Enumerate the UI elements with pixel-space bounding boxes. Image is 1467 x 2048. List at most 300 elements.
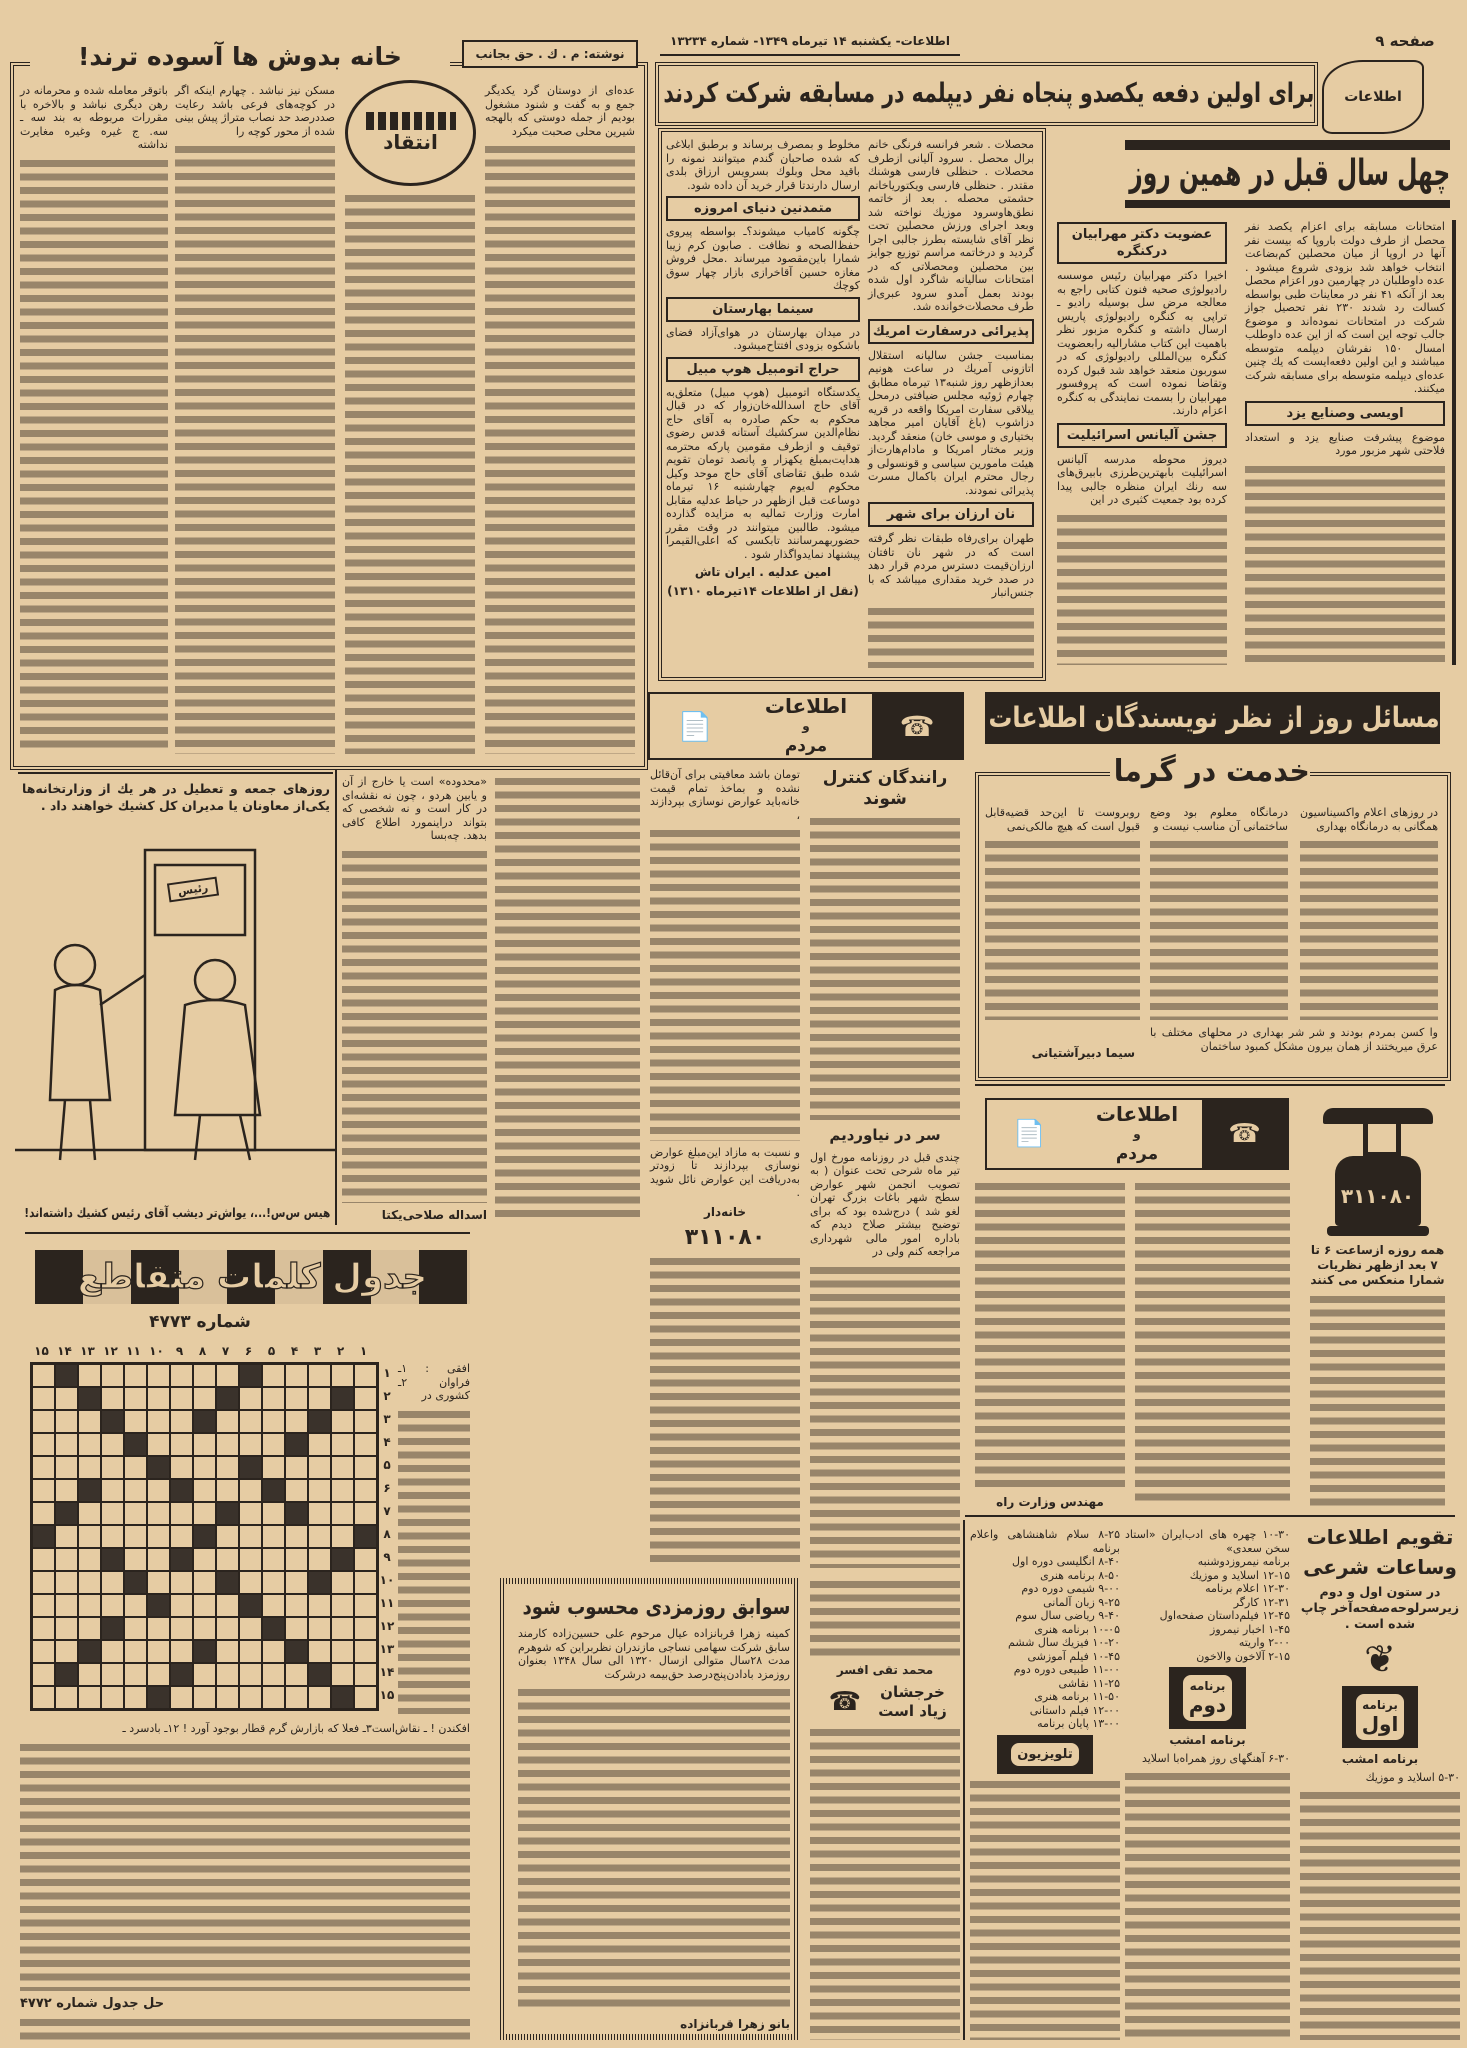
crossword-cell[interactable]	[32, 1640, 55, 1663]
crossword-cell[interactable]	[32, 1502, 55, 1525]
ettelaat-logo	[1322, 60, 1424, 134]
crossword-cell[interactable]	[147, 1387, 170, 1410]
crossword-cell[interactable]	[308, 1686, 331, 1709]
row-number: ۳	[383, 1412, 391, 1426]
divider	[25, 1232, 470, 1234]
crossword-cell[interactable]	[147, 1364, 170, 1387]
pen-nibs-icon	[366, 112, 456, 130]
crossword-cell[interactable]	[216, 1433, 239, 1456]
crossword-cell[interactable]	[262, 1456, 285, 1479]
crossword-cell[interactable]	[193, 1594, 216, 1617]
crossword-cell[interactable]	[78, 1594, 101, 1617]
crossword-cell[interactable]	[32, 1364, 55, 1387]
critique-headline-box	[30, 40, 450, 74]
issues-col2: درمانگاه معلوم بود وضع ساختمانی آن مناسب نیست و	[1150, 806, 1288, 833]
crossword-cell[interactable]	[308, 1502, 331, 1525]
critique-headline: خانه بدوش ها آسوده ترند!	[78, 42, 402, 71]
crossword-cell[interactable]	[216, 1479, 239, 1502]
crossword-cell[interactable]	[216, 1617, 239, 1640]
crossword-cell[interactable]	[78, 1364, 101, 1387]
auction-heading: حراج اتومبیل هوپ مبیل	[666, 357, 860, 382]
crossword-cell[interactable]	[124, 1640, 147, 1663]
crossword-cell[interactable]	[55, 1410, 78, 1433]
crossword-cell[interactable]	[55, 1433, 78, 1456]
crossword-cell[interactable]	[147, 1571, 170, 1594]
crossword-cell[interactable]	[308, 1456, 331, 1479]
crossword-cell[interactable]	[308, 1594, 331, 1617]
crossword-cell[interactable]	[216, 1364, 239, 1387]
garden-text: چندی قبل در روزنامه مورخ اول تیر ماه شرحی تحت عنوان ( به تصویب انجمن شهر عوارض سطح شهر باغات بزرگ تهران لغو شد ) درج‌شده بود که برای توضیح بیشتر صلاح دیدم که باداره امور مالی شهرداری مراجعه کنم ولی در	[810, 1150, 960, 1258]
crossword-grid	[30, 1362, 379, 1711]
crossword-cell[interactable]	[101, 1525, 124, 1548]
crossword-cell[interactable]	[147, 1502, 170, 1525]
crossword-black-cell	[239, 1594, 262, 1617]
crossword-cell[interactable]	[32, 1571, 55, 1594]
crossword-cell[interactable]	[101, 1502, 124, 1525]
issues-signature: سیما دبیرآشتیانی	[1031, 1046, 1135, 1060]
crossword-cell[interactable]	[331, 1502, 354, 1525]
calendar-title-line-box	[1300, 1554, 1460, 1580]
crossword-cell[interactable]	[78, 1571, 101, 1594]
program-item: ۱۰-۰۵ برنامه هنری	[1034, 1622, 1120, 1636]
crossword-cell[interactable]	[262, 1433, 285, 1456]
crossword-cell[interactable]	[262, 1525, 285, 1548]
crossword-cell[interactable]	[170, 1594, 193, 1617]
crossword-cell[interactable]	[55, 1525, 78, 1548]
program2-tonight-list	[1125, 1752, 1290, 1766]
crossword-cell[interactable]	[55, 1456, 78, 1479]
crossword-cell[interactable]	[285, 1410, 308, 1433]
crossword-cell[interactable]	[101, 1571, 124, 1594]
mehrabian-text: اخیرا دکتر مهرابیان رئیس موسسه رادیولوژی صحیه فنون کتابی راجع به معالجه مرض سل بوسیله رادیو ـ تراپی به کنگره رادیولوژی پاریس ارسال داشته و کنگره مزبور نظر باهمیت این کتاب مشارالیه رابعضویت کنگره بین‌المللی رادیولوژی که در سوربون منعقد خواهد شد قبول کرده وتقاضا نموده است که پروفسور مهرابیان را بسمت نمایندگی به کنگره اعزام دارند.	[1057, 269, 1227, 417]
forty-years-col-a	[1245, 220, 1445, 665]
crossword-cell[interactable]	[78, 1502, 101, 1525]
crossword-cell[interactable]	[331, 1525, 354, 1548]
crossword-cell[interactable]	[32, 1410, 55, 1433]
crossword-cell[interactable]	[124, 1548, 147, 1571]
logo-line: و	[802, 719, 810, 733]
crossword-cell[interactable]	[55, 1594, 78, 1617]
crossword-cell[interactable]	[101, 1686, 124, 1709]
crossword-cell[interactable]	[262, 1410, 285, 1433]
program1-tonight: برنامه امشب	[1341, 1752, 1419, 1766]
crossword-cell[interactable]	[262, 1686, 285, 1709]
crossword-cell[interactable]	[170, 1617, 193, 1640]
program-item: ۱۳-۰۰ پایان برنامه	[1037, 1717, 1120, 1730]
crossword-cell[interactable]	[262, 1663, 285, 1686]
cartoon-caption-top: روزهای جمعه و تعطیل در هر یك از وزارتخانه‌ها یکی‌از معاونان یا مدیران کل کشیك خواهند داد .	[22, 781, 330, 813]
clues-bottom: افکندن ! ـ نقاش‌است۳ـ فعلا که بازارش گرم قطار بوجود آورد ! ۱۲ـ بادسرد ـ	[122, 1722, 470, 1735]
program-item: ۹-۰۰ شیمی دوره دوم	[1021, 1582, 1120, 1595]
crossword-cell[interactable]	[354, 1617, 377, 1640]
crossword-black-cell	[308, 1410, 331, 1433]
crossword-cell[interactable]	[262, 1364, 285, 1387]
notice-signature: بانو زهرا قربانزاده	[680, 2017, 790, 2031]
text-column	[342, 848, 487, 1204]
crossword-black-cell	[331, 1387, 354, 1410]
crossword-cell[interactable]	[354, 1364, 377, 1387]
crossword-cell[interactable]	[101, 1663, 124, 1686]
crossword-cell[interactable]	[101, 1479, 124, 1502]
documents-icon: 📄	[1013, 1119, 1046, 1149]
crossword-cell[interactable]	[124, 1663, 147, 1686]
crossword-cell[interactable]	[216, 1663, 239, 1686]
crossword-cell[interactable]	[354, 1594, 377, 1617]
crossword-cell[interactable]	[331, 1663, 354, 1686]
letters-column	[342, 775, 487, 1223]
letters-signature: اسداله صلاحی‌یکتا	[381, 1208, 487, 1222]
crossword-black-cell	[354, 1525, 377, 1548]
text-column	[975, 1180, 1125, 1490]
crossword-cell[interactable]	[32, 1387, 55, 1410]
crossword-cell[interactable]	[216, 1525, 239, 1548]
crossword-cell[interactable]	[239, 1640, 262, 1663]
row-number: ۴	[383, 1435, 391, 1449]
crossword-cell[interactable]	[147, 1548, 170, 1571]
crossword-black-cell	[32, 1525, 55, 1548]
crossword-cell[interactable]	[239, 1663, 262, 1686]
program-item: ۱۲-۳۱ کارگر	[1233, 1595, 1290, 1609]
crossword-black-cell	[285, 1433, 308, 1456]
crossword-cell[interactable]	[285, 1456, 308, 1479]
crossword-cell[interactable]	[331, 1456, 354, 1479]
forty-years-banner: چهل سال قبل در همین روز	[1129, 153, 1450, 194]
crossword-cell[interactable]	[285, 1617, 308, 1640]
crossword-cell[interactable]	[193, 1364, 216, 1387]
yazd-text: موضوع پیشرفت صنایع یزد و استعداد فلاحتی شهر مزبور مورد	[1245, 430, 1445, 457]
logo-line: اطلاعات	[764, 694, 848, 718]
crossword-black-cell	[262, 1479, 285, 1502]
crossword-cell[interactable]	[124, 1364, 147, 1387]
crossword-cell[interactable]	[147, 1663, 170, 1686]
crossword-cell[interactable]	[32, 1617, 55, 1640]
crossword-cell[interactable]	[124, 1387, 147, 1410]
crossword-cell[interactable]	[32, 1456, 55, 1479]
crossword-cell[interactable]	[239, 1502, 262, 1525]
crossword-cell[interactable]	[331, 1640, 354, 1663]
crossword-cell[interactable]	[308, 1525, 331, 1548]
program-item: ۱۲-۳۰ اعلام برنامه	[1205, 1582, 1290, 1595]
crossword-black-cell	[124, 1571, 147, 1594]
crossword-cell[interactable]	[124, 1617, 147, 1640]
crossword-black-cell	[124, 1433, 147, 1456]
crossword-cell[interactable]	[262, 1571, 285, 1594]
row-number: ۱۰	[379, 1573, 395, 1587]
lion-emblem-icon: ❦	[1364, 1637, 1396, 1681]
crossword-cell[interactable]	[101, 1456, 124, 1479]
crossword-cell[interactable]	[354, 1456, 377, 1479]
documents-icon: 📄	[677, 709, 713, 743]
crossword-cell[interactable]	[285, 1387, 308, 1410]
crossword-cell[interactable]	[78, 1410, 101, 1433]
crossword-cell[interactable]	[308, 1640, 331, 1663]
crossword-cell[interactable]	[239, 1548, 262, 1571]
crossword-cell[interactable]	[354, 1433, 377, 1456]
crossword-cell[interactable]	[285, 1479, 308, 1502]
crossword-cell[interactable]	[285, 1663, 308, 1686]
crossword-cell[interactable]	[78, 1663, 101, 1686]
crossword-cell[interactable]	[193, 1663, 216, 1686]
crossword-cell[interactable]	[354, 1502, 377, 1525]
people2-middle-column	[1135, 1180, 1290, 1505]
source-note: (نقل از اطلاعات ۱۴تیرماه ۱۳۱۰)	[667, 584, 859, 598]
program-item: ۸-۵۰ برنامه هنری	[1040, 1568, 1120, 1582]
crossword-cell[interactable]	[239, 1571, 262, 1594]
crossword-cell[interactable]	[193, 1617, 216, 1640]
crossword-cell[interactable]	[78, 1456, 101, 1479]
crossword-cell[interactable]	[147, 1479, 170, 1502]
text-column	[810, 815, 960, 1120]
crossword-cell[interactable]	[308, 1387, 331, 1410]
crossword-cell[interactable]	[193, 1502, 216, 1525]
crossword-cell[interactable]	[285, 1686, 308, 1709]
crossword-cell[interactable]	[354, 1387, 377, 1410]
program-item: ۱۱-۲۵ نقاشی	[1058, 1676, 1120, 1690]
text-column	[650, 827, 800, 1141]
crossword-cell[interactable]	[193, 1456, 216, 1479]
crossword-cell[interactable]	[55, 1479, 78, 1502]
crossword-cell[interactable]	[78, 1686, 101, 1709]
forty-years-col-c2	[666, 138, 860, 668]
bread-heading: نان ارزان برای شهر	[868, 502, 1034, 527]
crossword-black-cell	[170, 1548, 193, 1571]
crossword-cell[interactable]	[331, 1364, 354, 1387]
crossword-cell[interactable]	[262, 1594, 285, 1617]
text-column	[1125, 1770, 1290, 2041]
crossword-cell[interactable]	[170, 1433, 193, 1456]
crossword-cell[interactable]	[55, 1617, 78, 1640]
crossword-cell[interactable]	[78, 1525, 101, 1548]
crossword-cell[interactable]	[78, 1617, 101, 1640]
text-column	[175, 143, 335, 754]
crossword-cell[interactable]	[32, 1594, 55, 1617]
crossword-cell[interactable]	[262, 1548, 285, 1571]
crossword-cell[interactable]	[101, 1640, 124, 1663]
banner-bar	[1125, 200, 1450, 208]
crossword-cell[interactable]	[354, 1410, 377, 1433]
row-number: ۸	[383, 1527, 391, 1541]
crossword-cell[interactable]	[170, 1640, 193, 1663]
crossword-cell[interactable]	[239, 1433, 262, 1456]
calendar-column	[1300, 1524, 1460, 2040]
crossword-cell[interactable]	[147, 1617, 170, 1640]
crossword-cell[interactable]	[285, 1364, 308, 1387]
row-number: ۵	[383, 1458, 391, 1472]
crossword-cell[interactable]	[170, 1387, 193, 1410]
crossword-cell[interactable]	[354, 1571, 377, 1594]
crossword-black-cell	[101, 1548, 124, 1571]
crossword-cell[interactable]	[285, 1594, 308, 1617]
crossword-cell[interactable]	[147, 1640, 170, 1663]
row-number: ۶	[383, 1481, 391, 1495]
crossword-cell[interactable]	[216, 1410, 239, 1433]
crossword-black-cell	[78, 1640, 101, 1663]
crossword-cell[interactable]	[193, 1479, 216, 1502]
calendar-title-line: تقویم اطلاعات	[1306, 1525, 1454, 1549]
crossword-cell[interactable]	[239, 1479, 262, 1502]
critique-column-2	[345, 192, 475, 754]
crossword-cell[interactable]	[262, 1640, 285, 1663]
crossword-cell[interactable]	[32, 1548, 55, 1571]
crossword-cell[interactable]	[124, 1479, 147, 1502]
crossword-cell[interactable]	[216, 1456, 239, 1479]
crossword-cell[interactable]	[354, 1640, 377, 1663]
crossword-cell[interactable]	[78, 1433, 101, 1456]
crossword-cell[interactable]	[170, 1571, 193, 1594]
crossword-cell[interactable]	[331, 1617, 354, 1640]
critique-emblem	[345, 80, 476, 186]
crossword-cell[interactable]	[239, 1686, 262, 1709]
crossword-cell[interactable]	[354, 1479, 377, 1502]
tax-text: تومان باشد معافیتی برای آن‌قائل نشده و بماخذ تمام قیمت خانه‌باید عوارض نوسازی بپردازند ،	[650, 768, 800, 822]
program-item: ۱۱-۰۰ طبیعی دوره دوم	[1013, 1663, 1120, 1676]
crossword-cell[interactable]	[147, 1433, 170, 1456]
crossword-cell[interactable]	[101, 1387, 124, 1410]
program-item: برنامه نیمروزدوشنبه	[1197, 1555, 1290, 1568]
crossword-cell[interactable]	[32, 1686, 55, 1709]
crossword-black-cell	[285, 1502, 308, 1525]
crossword-cell[interactable]	[124, 1410, 147, 1433]
badge-label: برنامه	[1362, 1698, 1398, 1712]
dateline: اطلاعات- یکشنبه ۱۴ تیرماه ۱۳۴۹- شماره ۱۳۲۳۴	[670, 34, 950, 48]
crossword-cell[interactable]	[170, 1502, 193, 1525]
crossword-cell[interactable]	[124, 1502, 147, 1525]
clues-bottom-column	[20, 1722, 470, 2042]
row-number: ۲	[383, 1389, 391, 1403]
crossword-cell[interactable]	[170, 1686, 193, 1709]
crossword-cell[interactable]	[216, 1640, 239, 1663]
crossword-cell[interactable]	[285, 1548, 308, 1571]
crossword-cell[interactable]	[331, 1571, 354, 1594]
calendar-title-line-box	[1300, 1524, 1460, 1550]
program-item: ۸-۴۰ انگلیسی دوره اول	[1012, 1555, 1120, 1568]
crossword-cell[interactable]	[239, 1525, 262, 1548]
crossword-cell[interactable]	[55, 1548, 78, 1571]
crossword-cell[interactable]	[331, 1433, 354, 1456]
crossword-cell[interactable]	[331, 1410, 354, 1433]
crossword-black-cell	[170, 1479, 193, 1502]
crossword-cell[interactable]	[124, 1456, 147, 1479]
crossword-cell[interactable]	[101, 1594, 124, 1617]
crossword-cell[interactable]	[193, 1571, 216, 1594]
crossword-cell[interactable]	[216, 1686, 239, 1709]
critique-column-1	[485, 84, 635, 754]
crossword-cell[interactable]	[262, 1387, 285, 1410]
program-item: ۱-۴۵ اخبار نیمروز	[1210, 1622, 1290, 1636]
crossword-cell[interactable]	[308, 1364, 331, 1387]
phone-number: ۳۱۱۰۸۰	[684, 1224, 766, 1250]
issues-column-3	[985, 806, 1140, 1020]
program2-badge	[1169, 1667, 1246, 1729]
crossword-cell[interactable]	[285, 1571, 308, 1594]
program-item: ۶-۳۰ آهنگهای روز همراه‌با اسلاید	[1141, 1752, 1290, 1765]
crossword-cell[interactable]	[193, 1387, 216, 1410]
crossword-cell[interactable]	[32, 1479, 55, 1502]
emblem-text: انتقاد	[383, 130, 438, 154]
logo-line: مردم	[1115, 1144, 1159, 1164]
crossword-cell[interactable]	[216, 1548, 239, 1571]
forty-years-banner-box	[1125, 151, 1450, 197]
cinema-text: در میدان بهارستان در هوای‌آزاد فضای باشکوه بزودی افتتاح‌میشود.	[666, 325, 860, 352]
clues-text	[20, 1741, 470, 1992]
crossword-cell[interactable]	[331, 1594, 354, 1617]
badge-name: دوم	[1188, 1693, 1227, 1717]
phone-caption: همه روزه ازساعت ۶ تا ۷ بعد ازظهر نظریات شمارا منعکس می کنند	[1310, 1243, 1445, 1287]
row-number: ۱۴	[379, 1665, 395, 1679]
crossword-cell[interactable]	[285, 1525, 308, 1548]
crossword-cell[interactable]	[308, 1548, 331, 1571]
phone-column	[1310, 1108, 1445, 1508]
crossword-cell[interactable]	[147, 1525, 170, 1548]
crossword-cell[interactable]	[239, 1410, 262, 1433]
crossword-cell[interactable]	[308, 1479, 331, 1502]
crossword-cell[interactable]	[55, 1387, 78, 1410]
row-number: ۹	[383, 1550, 391, 1564]
crossword-cell[interactable]	[193, 1433, 216, 1456]
crossword-cell[interactable]	[32, 1433, 55, 1456]
crossword-cell[interactable]	[101, 1364, 124, 1387]
crossword-cell[interactable]	[55, 1640, 78, 1663]
crossword-cell[interactable]	[101, 1433, 124, 1456]
crossword-cell[interactable]	[239, 1387, 262, 1410]
badge-label: برنامه	[1189, 1679, 1226, 1693]
text-column	[650, 1255, 800, 1569]
crossword-column-numbers	[30, 1344, 375, 1360]
crossword-cell[interactable]	[55, 1571, 78, 1594]
crossword-cell[interactable]	[331, 1479, 354, 1502]
crossword-cell[interactable]	[354, 1663, 377, 1686]
crossword-cell[interactable]	[124, 1686, 147, 1709]
crossword-cell[interactable]	[124, 1594, 147, 1617]
crossword-cell[interactable]	[124, 1525, 147, 1548]
crossword-cell[interactable]	[308, 1433, 331, 1456]
lead-article: امتحانات مسابقه برای اعزام یکصد نفر محصل از طرف دولت باروپا که بیست نفر آنها در اروپا از میان محصلین کم‌بضاعت انتخاب خواهد شد بزودی شروع میشود . عده داوطلبان در چهارمین دور اعزام محصل بعد از آنکه ۴۱ نفر در معاینات طبی بواسطه کسالت رد شدند ۲۳۰ نفر تحصیل جواز شرکت در امتحانات نموده‌اند و موضوع جالب توجه این است که از این عده داوطلب امسال ۱۵۰ نفرشان دیپلمه متوسطه میباشند و این اولین دفعه‌ایست که یك چنین عده‌ای دیپلمه متوسطه برای مسابقه شرکت میکنند.	[1245, 220, 1445, 395]
crossword-cell[interactable]	[193, 1686, 216, 1709]
alliance-text: دیروز محوطه مدرسه آلیانس اسرائیلیت بابهترین‌طرزی بابیرق‌های سه رنك ایران منظره جالبی پیدا کرده بود جمعیت کثیری در این	[1057, 452, 1227, 506]
crossword-cell[interactable]	[170, 1364, 193, 1387]
solution-label: حل جدول شماره ۴۷۷۲	[20, 1996, 165, 2011]
crossword-cell[interactable]	[32, 1663, 55, 1686]
row-number: ۱	[383, 1366, 391, 1380]
crossword-black-cell	[147, 1456, 170, 1479]
crossword-cell[interactable]	[147, 1410, 170, 1433]
crossword-cell[interactable]	[354, 1686, 377, 1709]
crossword-black-cell	[101, 1410, 124, 1433]
clues-column	[398, 1362, 470, 1714]
crossword-cell[interactable]	[170, 1410, 193, 1433]
expense-item	[810, 1683, 960, 1721]
row-number: ۱۲	[379, 1619, 395, 1633]
clues-across: افقی : ۱ـ فراوان ۲ـ کشوری در	[398, 1362, 470, 1402]
logo-text: اطلاعات	[1344, 89, 1402, 105]
crossword-cell[interactable]	[308, 1617, 331, 1640]
crossword-black-cell	[101, 1617, 124, 1640]
notice-title-box	[518, 1592, 790, 1622]
crossword-cell[interactable]	[239, 1617, 262, 1640]
crossword-cell[interactable]	[193, 1548, 216, 1571]
program-item: ۲-۱۵ آلاخون والاخون	[1196, 1649, 1290, 1663]
program-item: ۹-۲۵ زبان آلمانی	[1043, 1595, 1120, 1609]
crossword-cell[interactable]	[216, 1594, 239, 1617]
crossword-cell[interactable]	[262, 1502, 285, 1525]
crossword-cell[interactable]	[170, 1456, 193, 1479]
crossword-cell[interactable]	[354, 1548, 377, 1571]
crossword-cell[interactable]	[78, 1548, 101, 1571]
crossword-cell[interactable]	[55, 1686, 78, 1709]
program-item: ۱۰-۲۰ فیزیك سال ششم	[1008, 1636, 1120, 1649]
program-item: ۱۲-۴۵ فیلم‌داستان صفحه‌اول	[1159, 1609, 1290, 1622]
crossword-cell[interactable]	[170, 1525, 193, 1548]
